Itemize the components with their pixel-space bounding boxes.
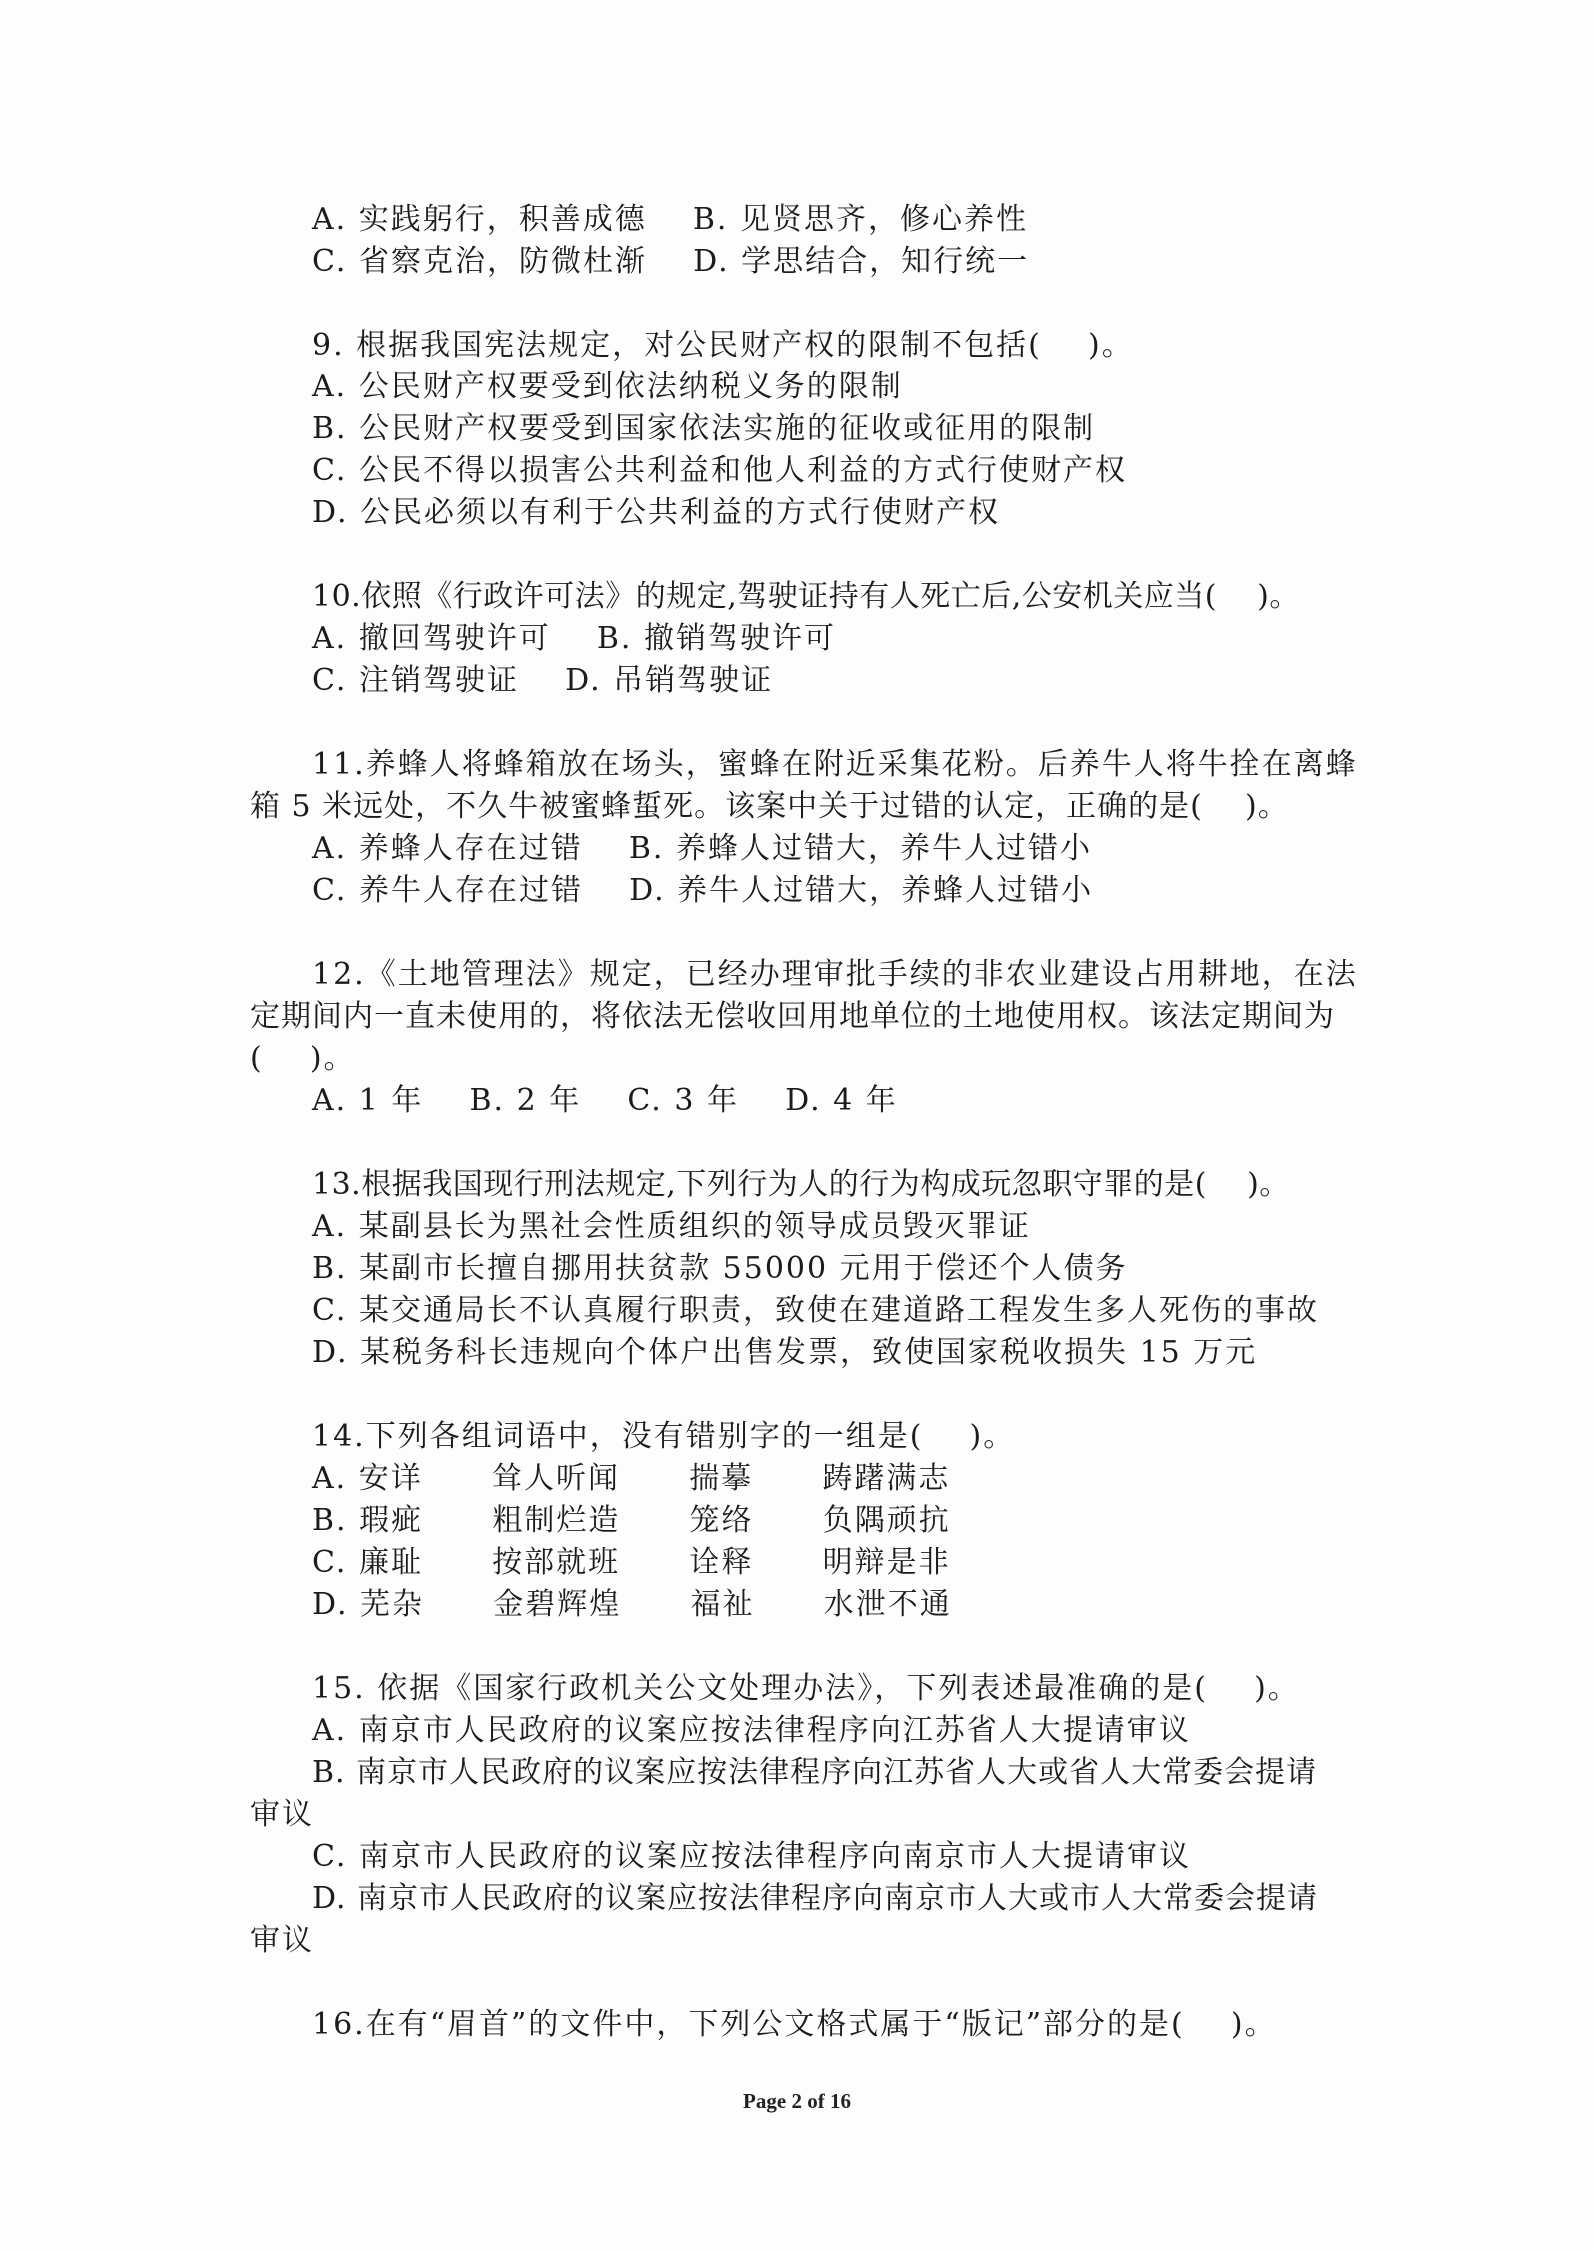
q16-stem: 16.在有“眉首”的文件中，下列公文格式属于“版记”部分的是( )。 (312, 2007, 1277, 2042)
q15-option-d: D. 南京市人民政府的议案应按法律程序向南京市人大或市人大常委会提请 (312, 1881, 1319, 1916)
q14-stem: 14.下列各组词语中，没有错别字的一组是( )。 (312, 1419, 1016, 1454)
q14-option-a: A. 安详 耸人听闻 揣摹 踌躇满志 (312, 1461, 951, 1496)
q8-option-row-2: C. 省察克治，防微杜渐 D. 学思结合，知行统一 (312, 244, 1030, 279)
q12-stem-line-1: 12.《土地管理法》规定，已经办理审批手续的非农业建设占用耕地，在法 (312, 957, 1358, 992)
q13-option-b: B. 某副市长擅自挪用扶贫款 55000 元用于偿还个人债务 (312, 1251, 1128, 1286)
q9-stem: 9. 根据我国宪法规定，对公民财产权的限制不包括( )。 (312, 328, 1134, 363)
q15-option-d-continued: 审议 (250, 1923, 314, 1958)
q14-option-c: C. 廉耻 按部就班 诠释 明辩是非 (312, 1545, 951, 1580)
q9-option-b: B. 公民财产权要受到国家依法实施的征收或征用的限制 (312, 411, 1096, 446)
q9-option-d: D. 公民必须以有利于公共利益的方式行使财产权 (312, 495, 1001, 530)
q8-option-row-1: A. 实践躬行，积善成德 B. 见贤思齐，修心养性 (312, 202, 1028, 237)
page-number-footer: Page 2 of 16 (743, 2089, 851, 2113)
q15-option-b: B. 南京市人民政府的议案应按法律程序向江苏省人大或省人大常委会提请 (312, 1755, 1318, 1790)
q15-option-c: C. 南京市人民政府的议案应按法律程序向南京市人大提请审议 (312, 1839, 1191, 1874)
q11-stem-line-1: 11.养蜂人将蜂箱放在场头，蜜蜂在附近采集花粉。后养牛人将牛拴在离蜂 (312, 747, 1358, 782)
q13-stem: 13.根据我国现行刑法规定,下列行为人的行为构成玩忽职守罪的是( )。 (312, 1167, 1290, 1202)
q10-option-row-1: A. 撤回驾驶许可 B. 撤销驾驶许可 (312, 621, 836, 656)
q13-option-c: C. 某交通局长不认真履行职责，致使在建道路工程发生多人死伤的事故 (312, 1293, 1319, 1328)
q15-stem: 15. 依据《国家行政机关公文处理办法》，下列表述最准确的是( )。 (312, 1671, 1300, 1706)
q9-option-a: A. 公民财产权要受到依法纳税义务的限制 (312, 369, 903, 404)
q15-option-b-continued: 审议 (250, 1797, 314, 1832)
q9-option-c: C. 公民不得以损害公共利益和他人利益的方式行使财产权 (312, 453, 1127, 488)
q14-option-b: B. 瑕疵 粗制烂造 笼络 负隅顽抗 (312, 1503, 951, 1538)
q12-stem-line-3: ( )。 (250, 1041, 356, 1076)
q14-option-d: D. 芜杂 金碧辉煌 福祉 水泄不通 (312, 1587, 952, 1622)
q13-option-a: A. 某副县长为黑社会性质组织的领导成员毁灭罪证 (312, 1209, 1031, 1244)
q11-option-row-1: A. 养蜂人存在过错 B. 养蜂人过错大，养牛人过错小 (312, 831, 1092, 866)
q10-stem: 10.依照《行政许可法》的规定,驾驶证持有人死亡后,公安机关应当( )。 (312, 579, 1300, 614)
q12-stem-line-2: 定期间内一直未使用的，将依法无偿收回用地单位的土地使用权。该法定期间为 (250, 999, 1335, 1034)
q12-options: A. 1 年 B. 2 年 C. 3 年 D. 4 年 (312, 1083, 898, 1118)
q11-option-row-2: C. 养牛人存在过错 D. 养牛人过错大，养蜂人过错小 (312, 873, 1094, 908)
q11-stem-line-2: 箱 5 米远处，不久牛被蜜蜂蜇死。该案中关于过错的认定，正确的是( )。 (250, 789, 1289, 824)
q13-option-d: D. 某税务科长违规向个体户出售发票，致使国家税收损失 15 万元 (312, 1335, 1258, 1370)
q10-option-row-2: C. 注销驾驶证 D. 吊销驾驶证 (312, 663, 774, 698)
q15-option-a: A. 南京市人民政府的议案应按法律程序向江苏省人大提请审议 (312, 1713, 1191, 1748)
